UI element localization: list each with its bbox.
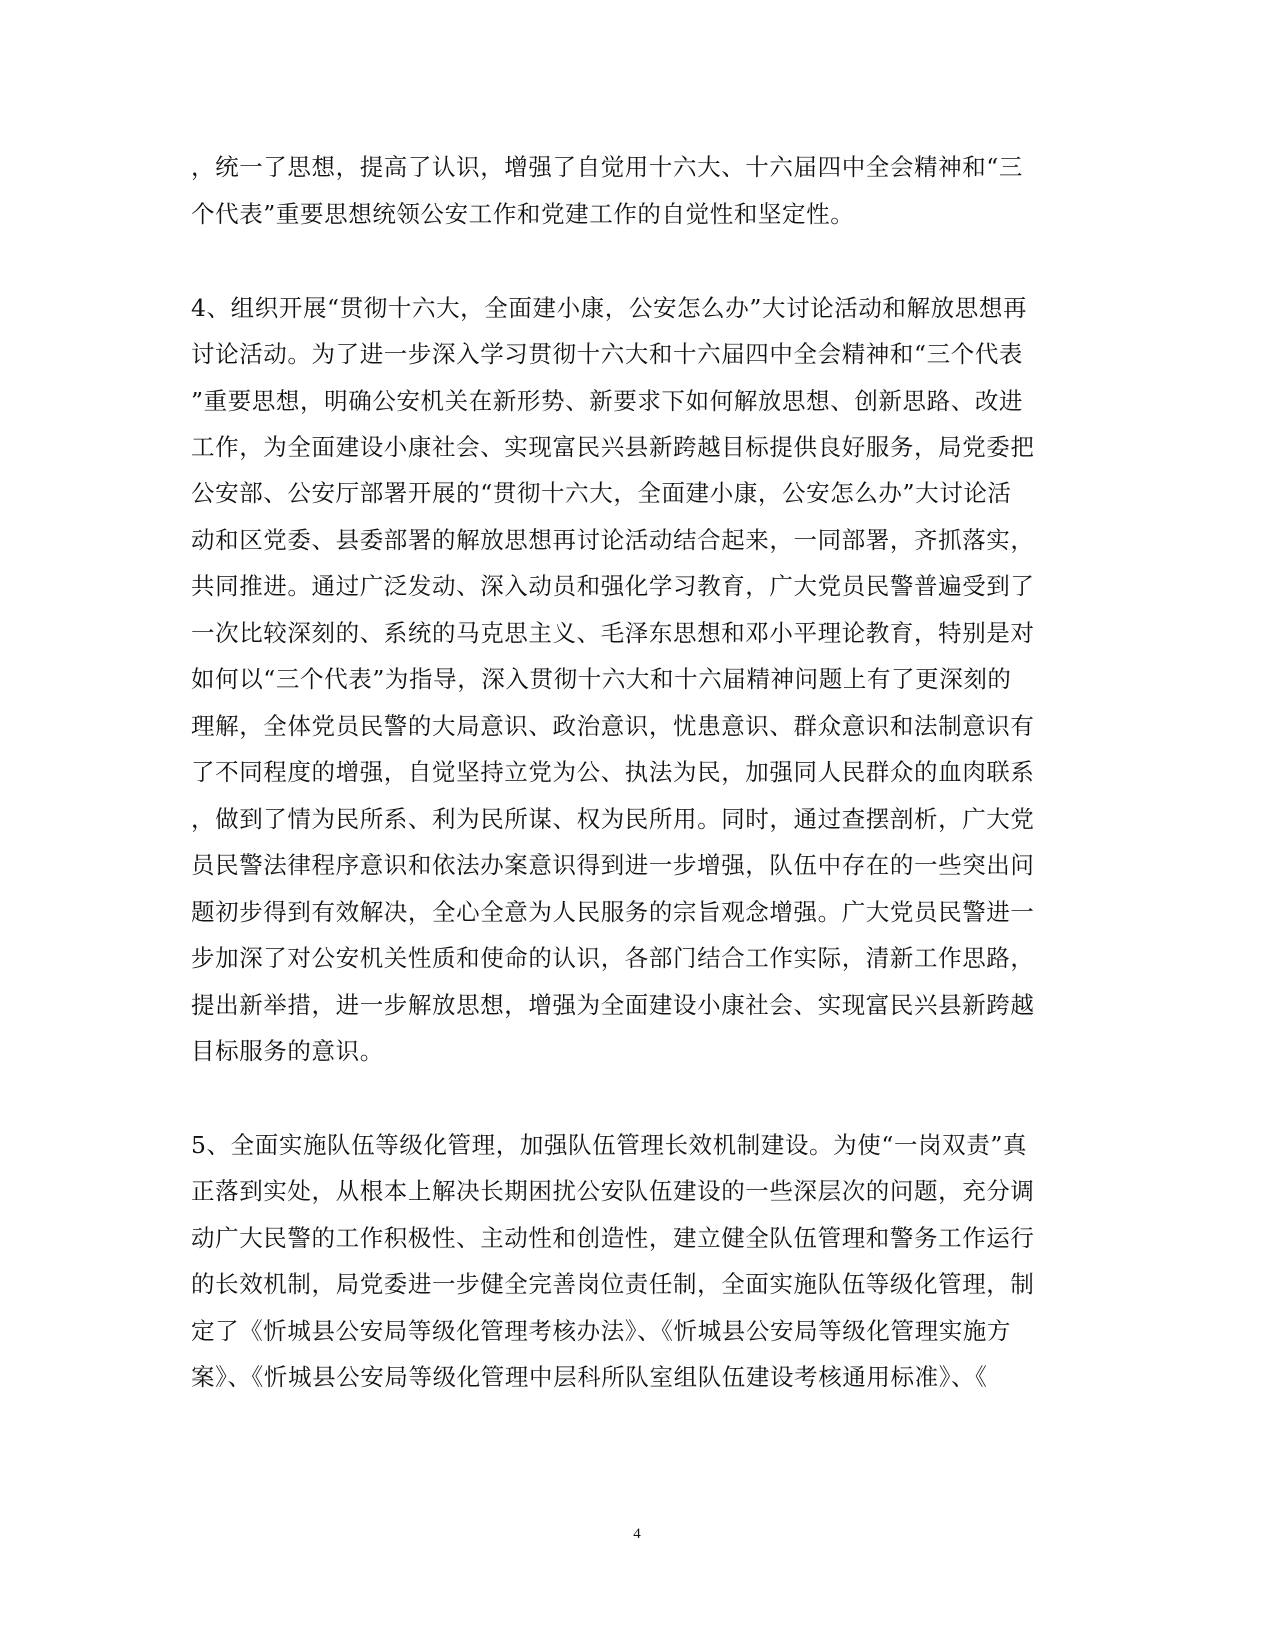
paragraph-2-line-10: 理解，全体党员民警的大局意识、政治意识，忧患意识、群众意识和法制意识有 — [191, 712, 1035, 740]
paragraph-3-line-2: 正落到实处，从根本上解决长期困扰公安队伍建设的一些深层次的问题，充分调 — [191, 1177, 1035, 1205]
paragraph-1-line-1: ，统一了思想，提高了认识，增强了自觉用十六大、十六届四中全会精神和“三 — [191, 153, 1024, 181]
page-number: 4 — [633, 1526, 641, 1542]
paragraph-2-line-17: 目标服务的意识。 — [191, 1037, 384, 1065]
paragraph-2-line-14: 题初步得到有效解决，全心全意为人民服务的宗旨观念增强。广大党员民警进一 — [191, 898, 1035, 926]
paragraph-2-line-15: 步加深了对公安机关性质和使命的认识，各部门结合工作实际，清新工作思路， — [191, 944, 1035, 972]
paragraph-2-line-4: 工作，为全面建设小康社会、实现富民兴县新跨越目标提供良好服务，局党委把 — [191, 433, 1035, 461]
paragraph-2-line-3: ”重要思想，明确公安机关在新形势、新要求下如何解放思想、创新思路、改进 — [191, 387, 1024, 415]
paragraph-2-line-12: ，做到了情为民所系、利为民所谋、权为民所用。同时，通过查摆剖析，广大党 — [191, 805, 1035, 833]
paragraph-3-line-3: 动广大民警的工作积极性、主动性和创造性，建立健全队伍管理和警务工作运行 — [191, 1224, 1035, 1252]
paragraph-3-line-5: 定了《忻城县公安局等级化管理考核办法》、《忻城县公安局等级化管理实施方 — [191, 1317, 1011, 1345]
paragraph-3-line-6: 案》、《忻城县公安局等级化管理中层科所队室组队伍建设考核通用标准》、《 — [191, 1363, 988, 1391]
paragraph-3-line-4: 的长效机制，局党委进一步健全完善岗位责任制，全面实施队伍等级化管理，制 — [191, 1270, 1035, 1298]
paragraph-2-line-5: 公安部、公安厅部署开展的“贯彻十六大，全面建小康，公安怎么办”大讨论活 — [191, 479, 1012, 507]
paragraph-2-line-2: 讨论活动。为了进一步深入学习贯彻十六大和十六届四中全会精神和“三个代表 — [191, 340, 1024, 368]
paragraph-2-line-16: 提出新举措，进一步解放思想，增强为全面建设小康社会、实现富民兴县新跨越 — [191, 991, 1035, 1019]
paragraph-2-line-9: 如何以“三个代表”为指导，深入贯彻十六大和十六届精神问题上有了更深刻的 — [191, 665, 1012, 693]
paragraph-2-line-7: 共同推进。通过广泛发动、深入动员和强化学习教育，广大党员民警普遍受到了 — [191, 572, 1035, 600]
paragraph-2-line-8: 一次比较深刻的、系统的马克思主义、毛泽东思想和邓小平理论教育，特别是对 — [191, 619, 1035, 647]
paragraph-2-line-1: 4、组织开展“贯彻十六大，全面建小康，公安怎么办”大讨论活动和解放思想再 — [191, 294, 1028, 322]
paragraph-2-line-11: 了不同程度的增强，自觉坚持立党为公、执法为民，加强同人民群众的血肉联系 — [191, 758, 1035, 786]
paragraph-2-line-6: 动和区党委、县委部署的解放思想再讨论活动结合起来，一同部署，齐抓落实， — [191, 526, 1035, 554]
paragraph-3-line-1: 5、全面实施队伍等级化管理，加强队伍管理长效机制建设。为使“一岗双责”真 — [191, 1131, 1028, 1159]
paragraph-1-line-2: 个代表”重要思想统领公安工作和党建工作的自觉性和坚定性。 — [191, 200, 855, 228]
paragraph-2-line-13: 员民警法律程序意识和依法办案意识得到进一步增强，队伍中存在的一些突出问 — [191, 851, 1035, 879]
